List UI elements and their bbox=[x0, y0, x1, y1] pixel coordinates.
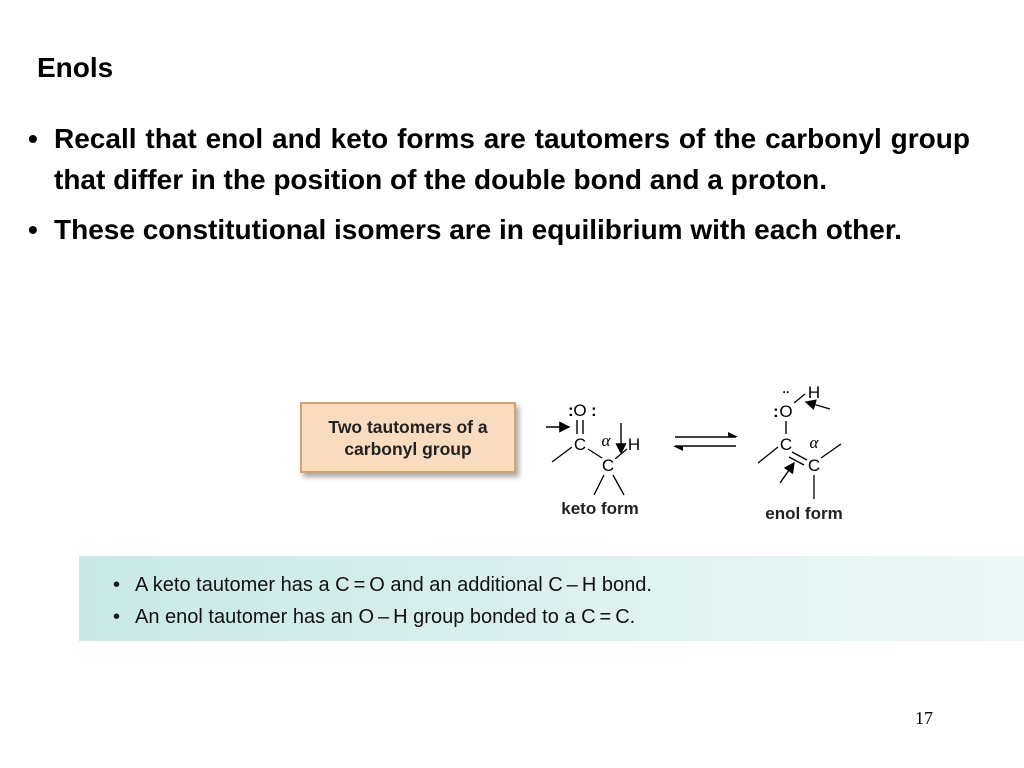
bullet-dot: • bbox=[28, 214, 38, 245]
double-bond-line bbox=[789, 457, 804, 465]
summary-text: A keto tautomer has a C = O and an additional C – H bond. bbox=[135, 574, 652, 596]
lone-pair-dots: : bbox=[568, 401, 574, 420]
lone-pair-dots: ¨ bbox=[783, 388, 789, 407]
enol-alpha-carbon: C bbox=[807, 456, 821, 475]
arrow-icon bbox=[780, 463, 794, 483]
slide-title: Enols bbox=[37, 52, 114, 83]
summary-item bbox=[113, 601, 652, 633]
bullet-item bbox=[28, 209, 970, 250]
keto-alpha-label: α bbox=[601, 431, 611, 450]
bond-line bbox=[794, 394, 805, 403]
page-number: 17 bbox=[915, 708, 933, 728]
bond-line bbox=[588, 449, 602, 458]
keto-structure bbox=[546, 401, 640, 518]
bullet-text: Recall that enol and keto forms are tautomers of the carbonyl group that differ in the position of the double bond and a proton. bbox=[54, 123, 970, 195]
lone-pair-dots: : bbox=[591, 401, 597, 420]
bond-line bbox=[821, 444, 841, 458]
enol-hydrogen: H bbox=[807, 383, 821, 402]
enol-caption: enol form bbox=[765, 504, 843, 523]
bullet-list bbox=[28, 118, 970, 259]
keto-hydrogen: H bbox=[627, 435, 641, 454]
bond-line bbox=[552, 447, 572, 462]
keto-oxygen: O bbox=[573, 401, 587, 420]
keto-carbonyl-carbon: C bbox=[573, 435, 587, 454]
tautomer-label-box bbox=[300, 402, 516, 473]
bullet-dot: • bbox=[113, 606, 121, 628]
double-bond-line bbox=[792, 452, 807, 460]
bullet-dot: • bbox=[28, 123, 38, 154]
equilibrium-arrows-icon bbox=[673, 432, 738, 451]
summary-list bbox=[113, 569, 652, 633]
summary-item bbox=[113, 569, 652, 601]
bond-line bbox=[758, 447, 778, 463]
lone-pair-dots: : bbox=[773, 402, 779, 421]
arrow-head bbox=[673, 446, 683, 451]
enol-oxygen: O bbox=[779, 402, 793, 421]
box-label: Two tautomers of a carbonyl group bbox=[328, 416, 488, 459]
summary-text: An enol tautomer has an O – H group bonded to a C = C. bbox=[135, 606, 636, 628]
keto-alpha-carbon: C bbox=[601, 456, 615, 475]
arrow-head bbox=[728, 432, 738, 437]
enol-alpha-label: α bbox=[809, 433, 819, 452]
summary-panel bbox=[79, 556, 1024, 641]
enol-structure bbox=[758, 383, 843, 523]
bullet-text: These constitutional isomers are in equilibrium with each other. bbox=[54, 214, 902, 245]
bullet-item bbox=[28, 118, 970, 200]
enol-carbon: C bbox=[779, 435, 793, 454]
bond-line bbox=[594, 475, 604, 495]
tautomer-diagram bbox=[530, 375, 870, 535]
keto-caption: keto form bbox=[561, 499, 639, 518]
bond-line bbox=[613, 475, 624, 495]
arrow-icon bbox=[806, 402, 830, 409]
bullet-dot: • bbox=[113, 574, 121, 596]
